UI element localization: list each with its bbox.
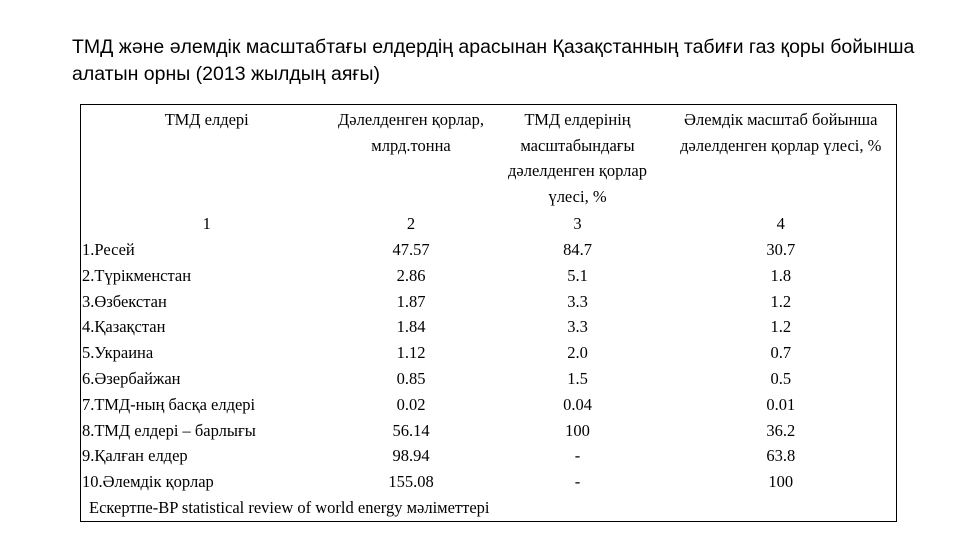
header-world-share: Әлемдік масштаб бойынша дәлелденген қорлар үлесі, % bbox=[680, 110, 882, 155]
table-row bbox=[81, 263, 897, 289]
reserves-value: 0.02 bbox=[396, 394, 426, 414]
reserves-value: 1.84 bbox=[396, 317, 426, 337]
reserves-value: 98.94 bbox=[392, 446, 430, 466]
column-number: 2 bbox=[406, 214, 416, 233]
reserves-value: 0.85 bbox=[396, 368, 426, 388]
table-note-row bbox=[81, 495, 897, 521]
cis-share-value: 3.3 bbox=[567, 291, 588, 311]
table-row bbox=[81, 366, 897, 392]
reserves-value: 1.12 bbox=[396, 343, 426, 363]
world-share-value: 1.2 bbox=[770, 317, 792, 337]
country-name: 3.Өзбекстан bbox=[82, 291, 167, 311]
cis-share-value: 100 bbox=[565, 420, 590, 440]
world-share-value: 0.7 bbox=[770, 343, 792, 363]
cis-share-value: - bbox=[574, 472, 581, 492]
gas-reserves-table bbox=[80, 104, 897, 522]
table-row bbox=[81, 340, 897, 366]
country-name: 7.ТМД-ның басқа елдері bbox=[82, 394, 256, 414]
country-name: 5.Украина bbox=[82, 343, 154, 363]
cis-share-value: 2.0 bbox=[567, 343, 588, 363]
reserves-value: 47.57 bbox=[392, 240, 430, 259]
header-cis-share: ТМД елдерінің масштабындағы дәлелденген қорлар үлесі, % bbox=[508, 110, 647, 206]
country-name: 8.ТМД елдері – барлығы bbox=[82, 420, 256, 440]
column-number: 1 bbox=[202, 214, 211, 233]
world-share-value: 1.2 bbox=[770, 291, 792, 311]
country-name: 10.Әлемдік қорлар bbox=[82, 472, 214, 492]
country-name: 2.Түрікменстан bbox=[82, 265, 192, 285]
table-row bbox=[81, 392, 897, 418]
world-share-value: 30.7 bbox=[766, 240, 796, 259]
column-number: 4 bbox=[776, 214, 785, 233]
table-row bbox=[81, 469, 897, 495]
reserves-value: 56.14 bbox=[392, 420, 430, 440]
page-title: ТМД және әлемдік масштабтағы елдердің арасынан Қазақстанның табиғи газ қоры бойынша алатын орны (2013 жылдың аяғы) bbox=[72, 36, 915, 85]
cis-share-value: 3.3 bbox=[567, 317, 588, 337]
world-share-value: 36.2 bbox=[766, 420, 796, 440]
table-note: Ескертпе-BP statistical review of world energy мәліметтері bbox=[89, 497, 490, 517]
country-name: 6.Әзербайжан bbox=[82, 368, 181, 388]
world-share-value: 1.8 bbox=[770, 265, 792, 285]
cis-share-value: 5.1 bbox=[567, 265, 588, 285]
world-share-value: 100 bbox=[768, 472, 794, 492]
table-row bbox=[81, 289, 897, 315]
reserves-value: 155.08 bbox=[388, 472, 434, 492]
table-row bbox=[81, 237, 897, 263]
header-cis-countries: ТМД елдері bbox=[164, 110, 249, 129]
country-name: 9.Қалған елдер bbox=[82, 446, 188, 466]
column-number: 3 bbox=[573, 214, 582, 233]
world-share-value: 63.8 bbox=[766, 446, 796, 466]
table-row bbox=[81, 314, 897, 340]
reserves-value: 1.87 bbox=[396, 291, 426, 311]
table-header-row bbox=[81, 105, 897, 212]
table-row bbox=[81, 418, 897, 444]
cis-share-value: - bbox=[574, 446, 581, 466]
header-proven-reserves: Дәлелденген қорлар, млрд.тонна bbox=[338, 110, 484, 155]
world-share-value: 0.5 bbox=[770, 368, 792, 388]
cis-share-value: 84.7 bbox=[563, 240, 592, 259]
column-number-row bbox=[81, 211, 897, 237]
cis-share-value: 1.5 bbox=[567, 368, 588, 388]
country-name: 1.Ресей bbox=[82, 240, 135, 259]
table-row bbox=[81, 443, 897, 469]
world-share-value: 0.01 bbox=[766, 394, 796, 414]
reserves-value: 2.86 bbox=[396, 265, 426, 285]
cis-share-value: 0.04 bbox=[563, 394, 592, 414]
country-name: 4.Қазақстан bbox=[82, 317, 166, 337]
